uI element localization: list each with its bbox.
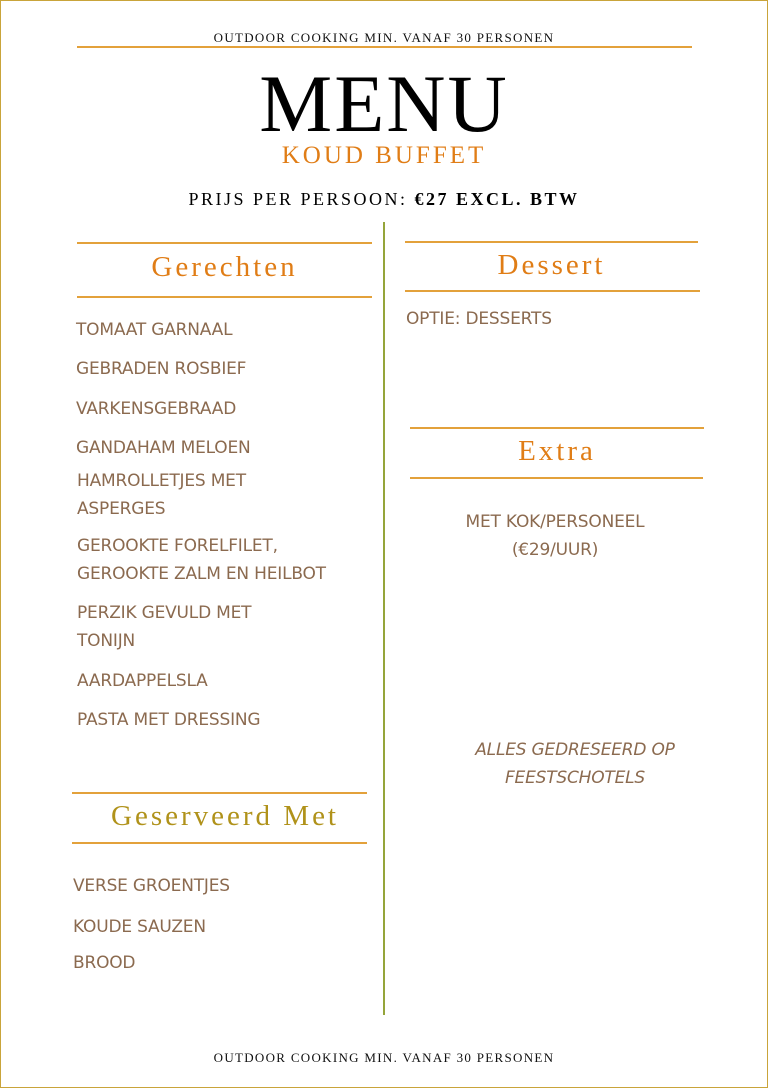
top-rule	[77, 46, 692, 48]
extra-rule-bottom	[410, 477, 703, 479]
menu-item: TOMAAT GARNAAL	[76, 320, 233, 340]
geserveerd-heading: Geserveerd Met	[111, 800, 339, 832]
menu-item: HAMROLLETJES MET ASPERGES	[77, 471, 246, 519]
extra-text: MET KOK/PERSONEEL (€29/UUR)	[465, 512, 645, 560]
menu-item: PASTA MET DRESSING	[77, 710, 261, 730]
price-label: PRIJS PER PERSOON:	[188, 189, 408, 209]
dessert-rule-bottom	[405, 290, 700, 292]
serving-note: ALLES GEDRESEERD OP FEESTSCHOTELS	[475, 740, 675, 788]
menu-title: MENU	[259, 58, 509, 149]
top-tagline: OUTDOOR COOKING MIN. VANAF 30 PERSONEN	[213, 30, 555, 45]
dessert-heading: Dessert	[497, 249, 606, 281]
menu-item: GEROOKTE FORELFILET, GEROOKTE ZALM EN HEILBOT	[77, 536, 326, 584]
menu-item: GEBRADEN ROSBIEF	[76, 359, 247, 379]
gerechten-rule-top	[77, 242, 372, 244]
price-value: €27 EXCL. BTW	[414, 189, 580, 209]
menu-subtitle: KOUD BUFFET	[281, 142, 487, 169]
extra-heading: Extra	[518, 435, 596, 467]
geserveerd-rule-top	[72, 792, 367, 794]
menu-item: VARKENSGEBRAAD	[76, 399, 237, 419]
price-line	[0, 189, 768, 210]
geserveerd-rule-bottom	[72, 842, 367, 844]
dessert-item: OPTIE: DESSERTS	[406, 309, 552, 329]
menu-item: AARDAPPELSLA	[77, 671, 208, 691]
dessert-rule-top	[405, 241, 698, 243]
extra-rule-top	[410, 427, 704, 429]
bottom-tagline: OUTDOOR COOKING MIN. VANAF 30 PERSONEN	[213, 1050, 555, 1065]
served-item: BROOD	[73, 953, 136, 973]
column-divider	[383, 222, 385, 1015]
served-item: KOUDE SAUZEN	[73, 917, 206, 937]
gerechten-rule-bottom	[77, 296, 372, 298]
menu-item: PERZIK GEVULD MET TONIJN	[77, 603, 252, 651]
served-item: VERSE GROENTJES	[73, 876, 230, 896]
gerechten-heading: Gerechten	[151, 251, 298, 283]
menu-item: GANDAHAM MELOEN	[76, 438, 251, 458]
